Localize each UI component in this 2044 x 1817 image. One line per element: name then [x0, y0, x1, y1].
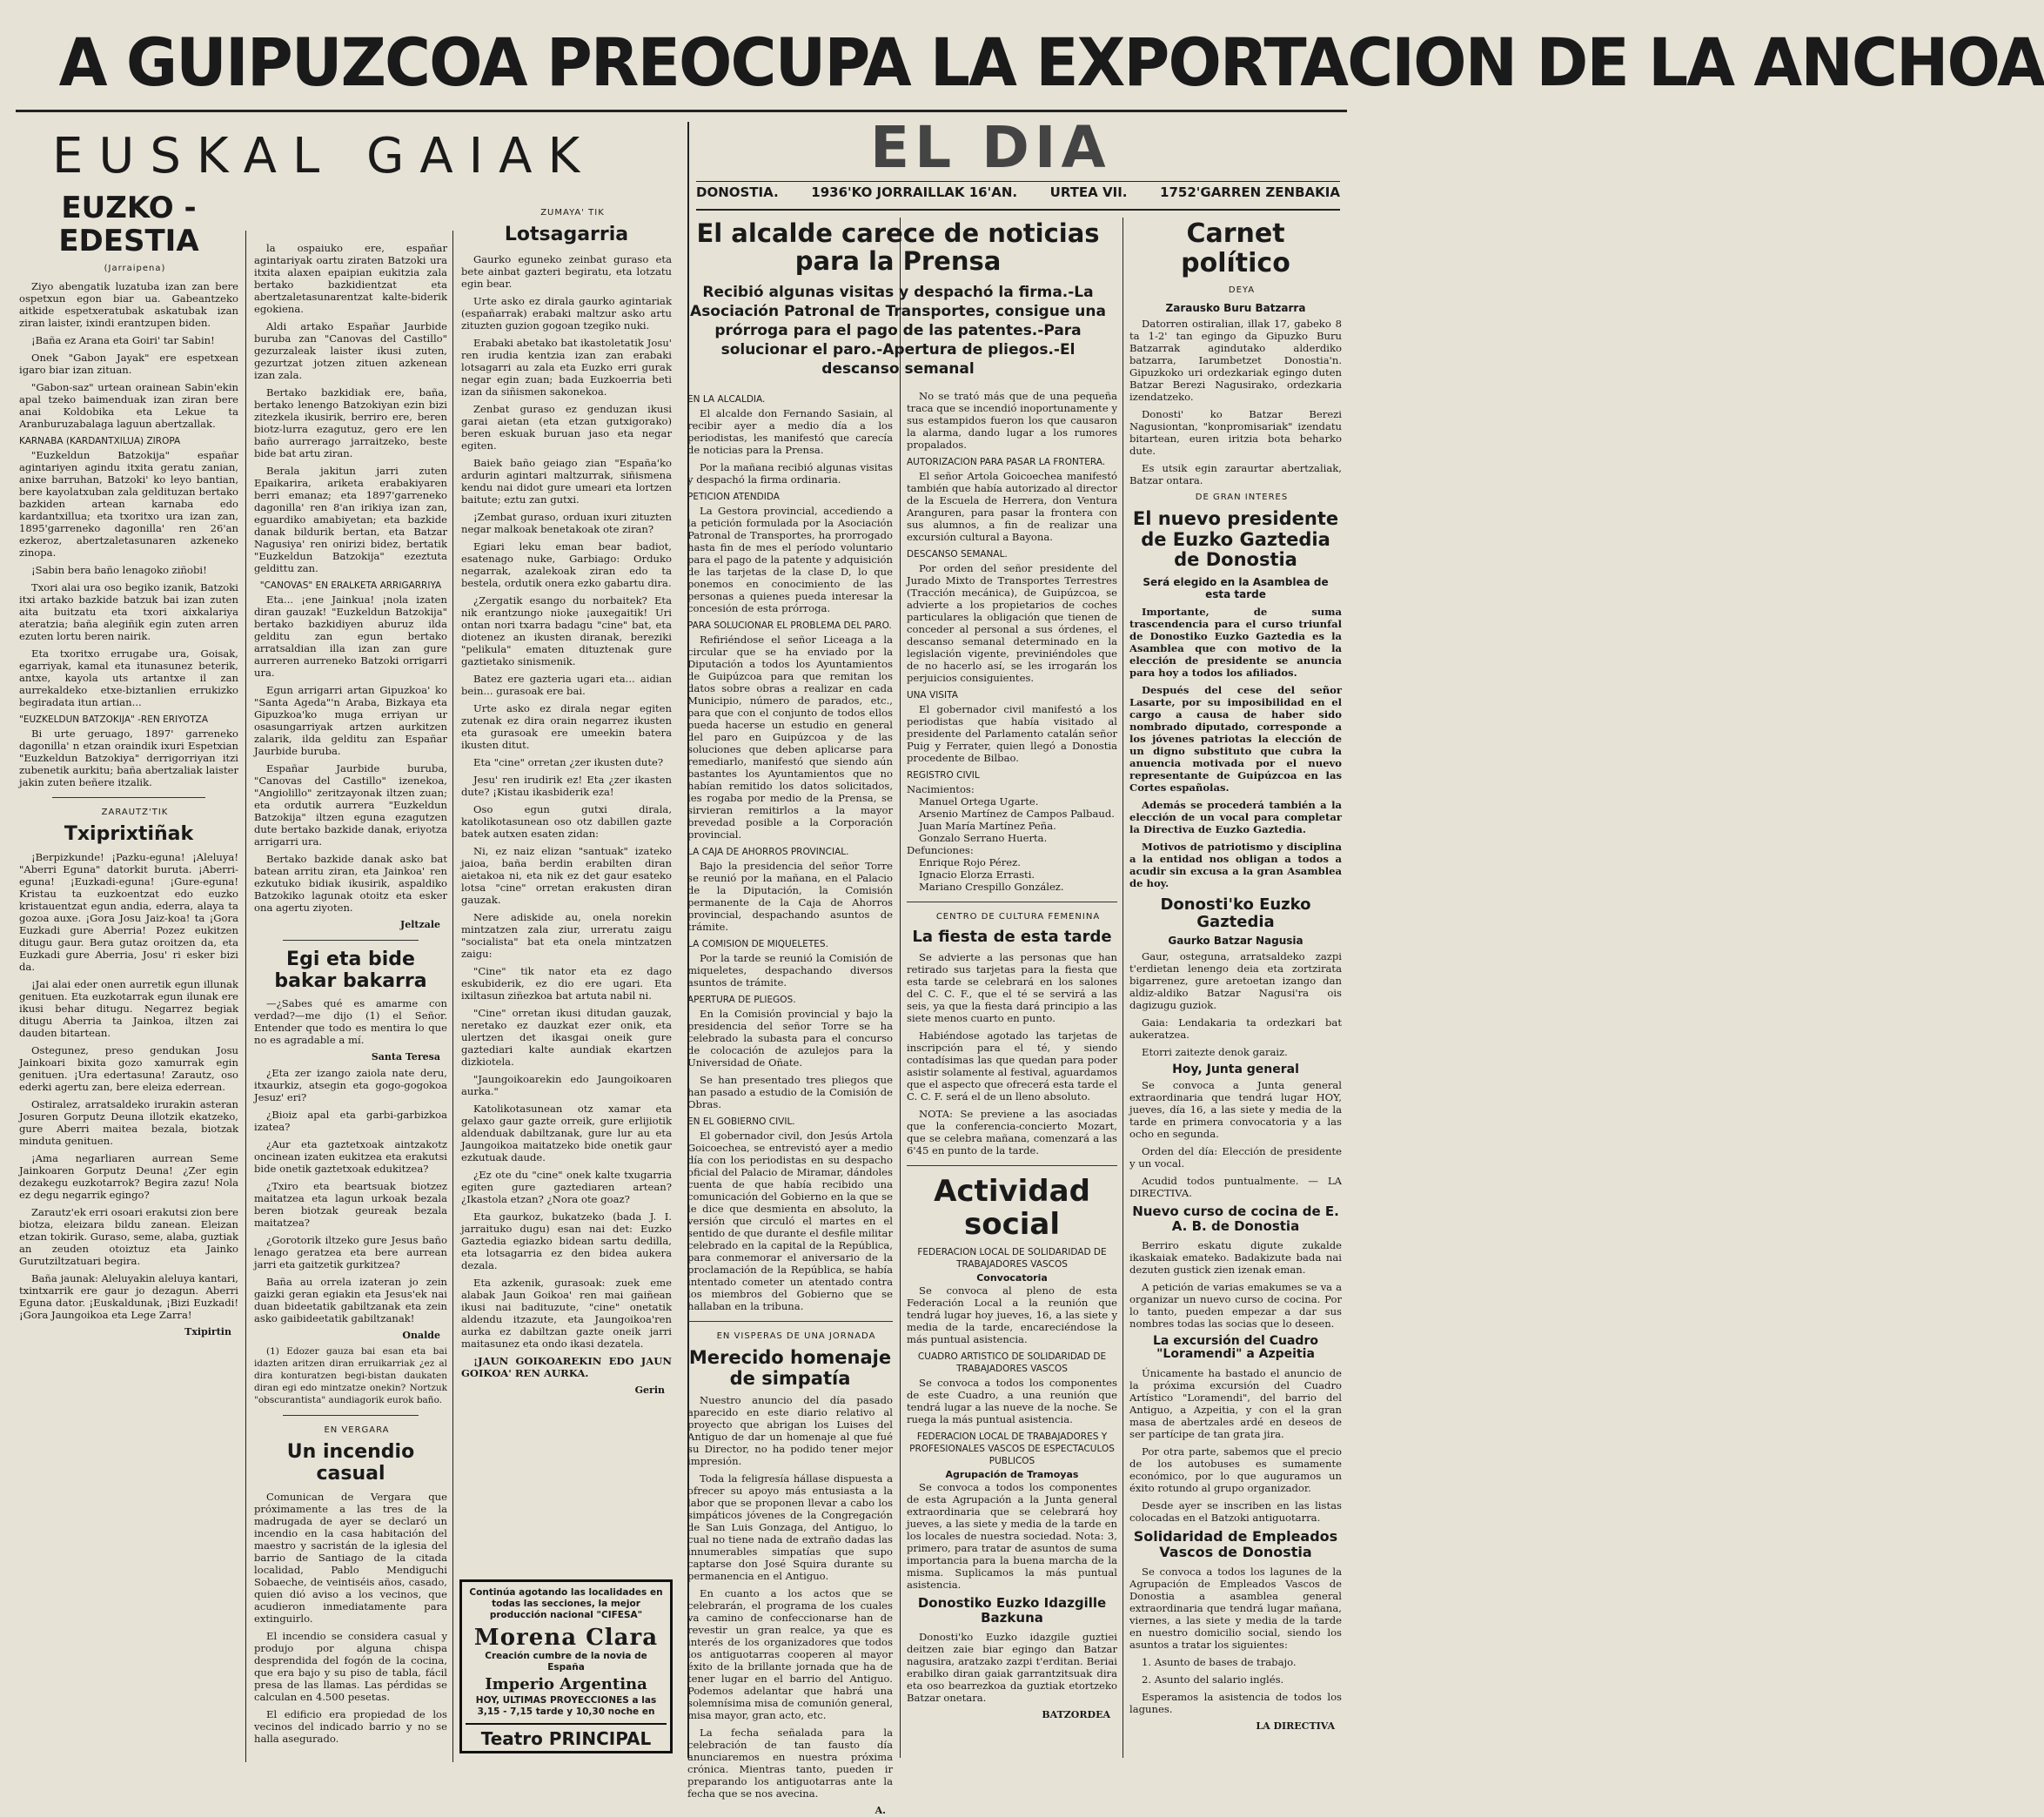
solidaridad-title: Solidaridad de Empleados Vascos de Donostia [1133, 1527, 1338, 1560]
ad-intro: Continúa agotando las localidades en todas las secciones, la mejor producción nacional "CIFESA" [469, 1587, 663, 1620]
paragraph: Por orden del señor presidente del Jurado Mixto de Transportes Terrestres (Tracción mecánica), de Guipúzcoa, se advierte a los propietarios de coches particulares la obligación que tienen de conceder al personal a sus órdenes, el descanso semanal determinado en la legislación vigente, previniéndoles que de no hacerlo así, se les irrogarán los perjuicios consiguientes. [907, 562, 1117, 684]
registry-entry: Mariano Crespillo González. [919, 881, 1064, 893]
paragraph: El gobernador civil manifestó a los periodistas que había visitado al presidente del Parlamento catalán señor Puig y Ferrater, quien llegó a Donostia procedente de Bilbao. [907, 703, 1117, 764]
separator [283, 1415, 418, 1416]
paragraph: Baña au orrela izateran jo zein gaizki geran egiakin eta Jesus'ek nai duan bideetatik gabiltzanak eta zein asko gaibideetatik gabiltzanak! [254, 1276, 447, 1325]
paragraph: Esperamos la asistencia de todos los lagunes. [1129, 1690, 1342, 1715]
paragraph: Por otra parte, sabemos que el precio de los autobuses es sumamente económico, por lo que auguramos un éxito rotundo al grupo organizador. [1129, 1445, 1342, 1494]
paragraph: Txori alai ura oso begiko izanik, Batzoki itxi artako bazkide batzuk bai izan zuten aita buitzatu eta txori aixkalariya ateratzia; baña alegiñik egin zuten arren ezuten lortu beren nairik. [19, 581, 238, 643]
registry-entry: Enrique Rojo Pérez. [919, 856, 1021, 868]
lead-title: El alcalde carece de noticias para la Prensa [696, 218, 1100, 277]
paragraph: No se trató más que de una pequeña traca que se incendió inoportunamente y sus estampidos fueron los que causaron la alarma, dando lugar a los rumores propalados. [907, 390, 1117, 451]
paragraph: Después del cese del señor Lasarte, por su imposibilidad en el cargo a causa de haber sido nombrado diputado, corresponde a los jóvenes patriotas la elección de un digno substituto que cubra la anuencia motivada por el nuevo representante de Guipúzcoa en las Cortes españolas. [1129, 683, 1342, 794]
paragraph: ¿Bioiz apal eta garbi-garbizkoa izatea? [254, 1109, 447, 1134]
ad-star: Imperio Argentina [485, 1675, 647, 1693]
signature: BATZORDEA [1042, 1708, 1110, 1720]
paragraph: Zarautz'ek erri osoari erakutsi zion bere biotza, eleizara bildu zanean. Eleizan etzan tokirik. Guraso, seme, alaba, guztiak an zeuden otoiztuz eta Jainko Gurutziltzatuari begira. [19, 1205, 238, 1267]
excursion-title: La excursión del Cuadro "Loramendi" a Azpeitia [1153, 1333, 1318, 1362]
incendio-kicker: EN VERGARA [324, 1425, 390, 1436]
paragraph: "Jaungoikoarekin edo Jaungoikoaren aurka." [461, 1072, 672, 1097]
column-2 [254, 242, 447, 1765]
col-rule-1 [245, 231, 246, 1762]
paragraph: El incendio se considera casual y produjo por alguna chispa desprendida del fogón de la cocina, que era bajo y su piso de tabla, fácil presa de las llamas. Las pérdidas se calculan en 4.500 pesetas. [254, 1629, 447, 1703]
masthead-euskal-gaiak: EUSKAL GAIAK [52, 128, 596, 184]
morena-clara-ad [459, 1579, 673, 1753]
paragraph: ¿Zergatik esango du norbaitek? Eta nik erantzungo nioke ¡auxegaitik! Uri ontan nori txarra badagu "cine" bat, eta diotenez an ikusten diranak, bereziki "pelikula" ematen dituztenak gure gaztietako sinismenik. [461, 593, 672, 667]
section-heading: UNA VISITA [907, 690, 958, 701]
dateline-year: URTEA VII. [1049, 184, 1128, 200]
paragraph: Orden del día: Elección de presidente y un vocal. [1129, 1145, 1342, 1170]
paragraph: Egun arrigarri artan Gipuzkoa' ko "Santa Ageda"'n Araba, Bizkaya eta Gipuzkoa'ko muga erriyan ur osasungarriyak artzen aurkitzen zalarik, ilda gelditu zan Españar Jaurbide buruba. [254, 684, 447, 757]
paragraph: En la Comisión provincial y bajo la presidencia del señor Torre se ha celebrado la subasta para el concurso de colocación de azulejos para la Universidad de Oñate. [687, 1008, 893, 1069]
paragraph: Se advierte a las personas que han retirado sus tarjetas para la fiesta que esta tarde se celebrará en los salones del C. C. F., que el té se servirá a las seis, ya que la fiesta dará principio a las siete menos cuarto en punto. [907, 951, 1117, 1025]
section-heading: APERTURA DE PLIEGOS. [687, 995, 796, 1005]
paragraph: Además se procederá también a la elección de un vocal para completar la Directiva de Euzko Gaztedia. [1129, 798, 1342, 835]
paragraph: Erabaki abetako bat ikastoletatik Josu' ren irudia kentzia izan zan erabaki lotsagarri au zala eta Euzko erri gurak negar egin zuan; bada Euzkoerria beti izan da siñismen sakonekoa. [461, 336, 672, 398]
carnet-politico-title: Carnet político [1181, 218, 1290, 278]
paragraph: El alcalde don Fernando Sasiain, al recibir ayer a medio día a los periodistas, les manifestó que carecía de noticias para la Prensa. [687, 407, 893, 456]
section-heading: "CANOVAS" EN ERALKETA ARRIGARRIYA [259, 580, 442, 591]
paragraph: Bi urte geruago, 1897' garreneko dagonilla' n etzan oraindik ixuri Espetxian "Euzkeldun Batzokiya" derrigorriyan itzi zubenetik aurkitu; baña abertzaliak laister jakin zuten beñere itzalik. [19, 727, 238, 789]
paragraph: Se han presentado tres pliegos que han pasado a estudio de la Comisión de Obras. [687, 1074, 893, 1110]
paragraph: Se convoca a todos los componentes de esta Agrupación a la Junta general extraordinaria que se celebrará hoy jueves, a las siete y media de la tarde en los locales de nuestra sociedad. Nota: 3, primero, para tratar de asuntos de suma importancia para la buena marcha de la misma. Suplicamos la más puntual asistencia. [907, 1481, 1117, 1592]
paragraph: ¡Ama negarliaren aurrean Seme Jainkoaren Gorputz Deuna! ¿Zer egin dezakegu euzkotarrok? Begira zazu! Nola ez degu negarrik egingo? [19, 1151, 238, 1201]
paragraph: 1. Asunto de bases de trabajo. [1142, 1655, 1297, 1668]
signature: A. [875, 1805, 886, 1817]
paragraph: Donosti'ko Euzko idazgile guztiei deitzen zaie biar egingo dan Batzar nagusira, aratzako zazpi t'erditan. Beriai erabilko diran gaiak garrantzitsuak dira eta oso bearrezkoa da guztiak etortzeko Batzar onetara. [907, 1630, 1117, 1704]
txiprixtinak-title: Txiprixtiñak [64, 823, 194, 846]
registry-label: Defunciones: [907, 844, 974, 856]
quote-signature: Santa Teresa [371, 1051, 440, 1063]
section-heading: EN LA ALCALDIA. [687, 394, 766, 405]
paragraph: ¡Jai alai eder onen aurretik egun illunak genituen. Eta euzkotarrak egun ilunak ere ikusi behar ditugu. Negarrez begiak ditugu Aberria ta Jainkoa, iltzen zai dauden bitartean. [19, 977, 238, 1039]
paragraph: NOTA: Se previene a las asociadas que la conferencia-concierto Mozart, que se celebra mañana, comenzará a las 6'45 en punto de la tarde. [907, 1108, 1117, 1157]
section-heading: DESCANSO SEMANAL. [907, 549, 1008, 560]
egi-eta-bide-title: Egi eta bide bakar bakarra [274, 949, 427, 992]
section-heading: AUTORIZACION PARA PASAR LA FRONTERA. [907, 457, 1106, 467]
junta-general-subtitle: Hoy, Junta general [1172, 1063, 1299, 1077]
paragraph: Berriro eskatu digute zukalde ikaskaiak emateko. Badakizute bada nai dezuten gustick zien izenak eman. [1129, 1238, 1342, 1276]
paragraph: Comunican de Vergara que próximamente a las tres de la madrugada de ayer se declaró un incendio en la casa habitación del maestro y sacristán de la iglesia del barrio de Santiago de la citada localidad, Pablo Mendiguchi Sobaeche, de veintiséis años, casado, quien dió aviso a los vecinos, que acudieron inmediatamente para extinguirlo. [254, 1490, 447, 1625]
paragraph: ¿Gorotorik iltzeko gure Jesus baño lenago geratzea eta bere aurrean jarri eta gaitzetik gurkitzea? [254, 1234, 447, 1271]
section-heading: REGISTRO CIVIL [907, 770, 980, 781]
section-subheading: Agrupación de Tramoyas [945, 1469, 1079, 1481]
col-rule-2 [452, 231, 453, 1762]
section-heading: FEDERACION LOCAL DE TRABAJADORES Y PROFESIONALES VASCOS DE ESPECTACULOS PUBLICOS [909, 1431, 1115, 1467]
paragraph: Nuestro anuncio del día pasado aparecido en este diario relativo al proyecto que abrigan los Luises del Antiguo de dar un homenaje al que fué su Director, no ha podido tener mejor impresión. [687, 1394, 893, 1468]
column-1 [19, 191, 238, 1767]
column-4-body [687, 390, 893, 1817]
paragraph: "Cine" tik nator eta ez dago eskubiderik, ez dio ere ugari. Eta ixiltasun ziñezkoa bat artuta nabil ni. [461, 964, 672, 1002]
paragraph: Eta azkenik, gurasoak: zuek eme alabak Jaun Goikoa' ren mai gaiñean ikusi nai badituzute, "cine" onetatik aldendu itzazute, eta Jaungoikoa'ren aurka ez dabiltzan gazte oneik jarri maitasunez eta ondo ikasi dezatela. [461, 1276, 672, 1350]
section-heading: LA CAJA DE AHORROS PROVINCIAL. [687, 847, 849, 857]
paragraph: Españar Jaurbide buruba, "Canovas del Castillo" izenekoa, "Angiolillo" zeritzayonak iltzen zuan; eta ordutik aurrera "Euzkeldun Batzokija" iltzen eguna ezagutzen dute bertako bazkide danak, eriyotza arrigarri ura. [254, 762, 447, 848]
paragraph: ¡Berpizkunde! ¡Pazku-eguna! ¡Aleluya! "Aberri Eguna" datorkit buruta. ¡Aberri-eguna! ¡Euzkadi-eguna! ¡Gure-eguna! Kristau ta euzkoentzat edo euzko kristauentzat egun andia, ederra, alaya ta gozoa auxe. ¡Gora Josu Jaiz-koa! ta ¡Gora Euzkadi gure Aberria! Pozez eukitzen ditugu gaur. Bera gutaz oroitzen da, eta Euzkadi gure Aberria, Josu' ri esker bizi da. [19, 850, 238, 973]
homenaje-title: Merecido homenaje de simpatía [688, 1347, 892, 1389]
paragraph: Desde ayer se inscriben en las listas colocadas en el Batzoki antiguotarra. [1129, 1499, 1342, 1524]
ad-theatre: Teatro PRINCIPAL [466, 1723, 667, 1749]
paragraph: La Gestora provincial, accediendo a la petición formulada por la Asociación Patronal de Transportes, ha prorrogado hasta fin de mes el período voluntario para el pago de la patente y adquisición de las tarjetas de la clase D, lo que ponemos en conocimiento de las personas a quienes pueda interesar la concesión de esta prórroga. [687, 505, 893, 614]
separator [907, 1165, 1117, 1166]
paragraph: ¡JAUN GOIKOAREKIN EDO JAUN GOIKOA' REN AURKA. [461, 1354, 672, 1379]
paragraph: la ospaiuko ere, españar agintariyak oartu ziraten Batzoki ura itxita alaxen epaipian eukitzia zala bertako bazkidientzat eta abertzaletasunarentzat kalte-biderik egokiena. [254, 242, 447, 315]
paragraph: Por la mañana recibió algunas visitas y despachó la firma ordinaria. [687, 461, 893, 486]
dateline-issue: 1752'GARREN ZENBAKIA [1160, 184, 1340, 200]
paragraph: El señor Artola Goicoechea manifestó también que había autorizado al director de la Escuela de Herrera, don Ventura Aranguren, para pasar la frontera con sus alumnos, a fin de realizar una excursión cultural a Bayona. [907, 470, 1117, 543]
txiprixtinak-kicker: ZARAUTZ'TIK [101, 808, 169, 818]
section-heading: FEDERACION LOCAL DE SOLIDARIDAD DE TRABAJADORES VASCOS [917, 1247, 1107, 1271]
lotsagarria-title: Lotsagarria [504, 224, 629, 245]
section-heading: LA COMISION DE MIQUELETES. [687, 939, 828, 949]
paragraph: Ni, ez naiz elizan "santuak" izateko jaioa, baña berdin erabilten diran aietakoa ni, eta nik ez det gaur esateko lotsa "cine" orretan erakusten diran gauzak. [461, 844, 672, 906]
paragraph: Ziyo abengatik luzatuba izan zan bere ospetxun egon biar ua. Gabeantzeko aitkide espetxeratubak askatubak izan ziran laister, ixindi erantzupen biden. [19, 280, 238, 330]
paragraph: Es utsik egin zaraurtar abertzaliak, Batzar ontara. [1129, 462, 1342, 487]
paragraph: Se convoca a todos los lagunes de la Agrupación de Empleados Vascos de Donostia a asamblea general extraordinaria que tendrá lugar mañana, viernes, a las siete y media de la tarde en nuestro domicilio social, siendo los asuntos a tratar los siguientes: [1129, 1565, 1342, 1651]
paragraph: Se convoca a Junta general extraordinaria que tendrá lugar HOY, jueves, día 16, a las siete y media de la tarde en primera convocatoria y a las ocho en segunda. [1129, 1079, 1342, 1141]
zarausko-subtitle: Zarausko Buru Batzarra [1165, 302, 1306, 315]
column-5 [907, 390, 1117, 1760]
footnote: (1) Edozer gauza bai esan eta bai idazten aritzen diran erruikarriak ¿ez al dira konturatzen begi-bistan daukaten diran egi edo mintzatze onekin? Nortzuk "obscurantista" aundiagorik eurok baño. [254, 1346, 447, 1406]
gran-interes-kicker: DE GRAN INTERES [1195, 493, 1289, 503]
section-heading: PARA SOLUCIONAR EL PROBLEMA DEL PARO. [687, 620, 892, 631]
registry-entry: Gonzalo Serrano Huerta. [919, 832, 1048, 844]
actividad-social-title: Actividad social [934, 1174, 1090, 1243]
paragraph: Acudid todos puntualmente. — LA DIRECTIVA. [1129, 1175, 1342, 1200]
deya-kicker: DEYA [1228, 285, 1256, 296]
separator [283, 940, 418, 941]
signature: LA DIRECTIVA [1256, 1720, 1335, 1732]
paragraph: Urte asko ez dirala negar egiten zutenak ez dira orain negarrez ikusten eta gurasoak ere umeekin batera ikusten ditut. [461, 701, 672, 751]
paragraph: Onek "Gabon Jayak" ere espetxean igaro biar izan zituan. [19, 352, 238, 377]
lead-story-head [680, 219, 1116, 393]
paragraph: Gaur, osteguna, arratsaldeko zazpi t'erdietan lenengo deia eta zortzirata bigarrenez, gure aretoetan izango dan aldiz-aldiko Batzar Nagusi'ra ois dagizugu guziok. [1129, 950, 1342, 1012]
col-rule-4 [900, 218, 901, 1758]
paragraph: ¡Baña ez Arana eta Goiri' tar Sabin! [31, 334, 215, 347]
paragraph: Oso egun gutxi dirala, katolikotasunean oso otz dabillen gazte batek autxen esaten zidan: [461, 802, 672, 840]
homenaje-kicker: EN VISPERAS DE UNA JORNADA [716, 1331, 876, 1341]
paragraph: Únicamente ha bastado el anuncio de la próxima excursión del Cuadro Artístico "Loramendi", del barrio del Antiguo, a Azpeitia, y con el la gran masa de abertzales ardé en deseos de ser partícipe de tan grata jira. [1129, 1366, 1342, 1440]
paragraph: Datorren ostiralian, illak 17, gabeko 8 ta 1-2' tan egingo da Gipuzko Buru Batzarrak agindutako alderdiko batzarra, Iarumbetzet Donostia'n. Gipuzkoko uri ordezkariak egingo duten Batzar Berezi Nagusirako, ordezkaria izendatzeko. [1129, 318, 1342, 404]
paragraph: ¡Sabin bera baño lenagoko ziñobi! [31, 564, 207, 577]
paragraph: ¿Aur eta gaztetxoak aintzakotz oncinean izaten eukitzea eta erakutsi bide onetik gaztetxoak edukitzea? [254, 1138, 447, 1176]
registry-entry: Ignacio Elorza Errasti. [919, 868, 1035, 881]
paragraph: 2. Asunto del salario inglés. [1142, 1673, 1284, 1686]
signature: Txipirtin [184, 1325, 231, 1338]
paragraph: Berala jakitun jarri zuten Epaikarira, ariketa erabakiyaren berri emanaz; eta 1897'garreneko dagonilla' ren 8'an irikiya izan zan, eguardiko amabiyetan; eta bazkide danak bildurik bertan, eta Batzar Nagusiya' ren onirizi bidez, bertatik "Euzkeldun Batzokija" ezeztuta geldittu zan. [254, 465, 447, 574]
paragraph: A petición de varias emakumes se va a organizar un nuevo curso de cocina. Por lo tanto, pueden empezar a dar sus nombres todas las socias que lo deseen. [1129, 1280, 1342, 1330]
signature: Jeltzale [399, 919, 440, 930]
paragraph: "Euzkeldun Batzokija" españar agintariyen agindu itxita geratu zanian, anixe barruhan, Batzoki' ko leyo bantian, bere kayolatxuban zala geldituzan bertako bazkiden artean karnaba edo kardantxillua; eta txoritxo ura izan zan, 1895'garreneko dagonilla' ren 26'an ezkeroz, abertzaletasunaren azkeneko zinopa. [19, 449, 238, 560]
dateline-rule-bottom [696, 209, 1340, 211]
paragraph: Se convoca al pleno de esta Federación Local a la reunión que tendrá lugar hoy jueves, 16, a las siete y media de la tarde, encareciéndose la más puntual asistencia. [907, 1284, 1117, 1346]
banner-rule [16, 110, 1347, 112]
paragraph: Batez ere gazteria ugari eta... aidian bein... gurasoak ere bai. [461, 672, 672, 697]
paragraph: La fecha señalada para la celebración de tan fausto día anunciaremos en nuestra próxima crónica. Mientras tanto, pueden ir preparando los antiguotarras ante la fecha que se nos avecina. [687, 1726, 893, 1800]
paragraph: Nere adiskide au, onela norekin mintzatzen zala ziur, urreratu zaigu "socialista" bat eta onela mintzatzen zaigu: [461, 910, 672, 960]
paragraph: "Gabon-saz" urtean orainean Sabin'ekin apal tzeko baimenduak izan ziran bere anai Koldobika eta Lekue ta Aranburuzabalaga laguun abertzallak. [19, 381, 238, 431]
registry-entry: Manuel Ortega Ugarte. [919, 795, 1039, 808]
euzko-gaztedia-title: Donosti'ko Euzko Gaztedia [1160, 895, 1311, 931]
signature: Onalde [402, 1330, 440, 1342]
paragraph: ¿Eta zer izango zaiola nate deru, itxaurkiz, atsegin eta gogo-gogokoa Jesuz' eri? [254, 1067, 447, 1104]
paragraph: Eta txoritxo errugabe ura, Goisak, egarriyak, kamal eta itunasunez beterik, antxe, kayola uts artantxe il zan aurrekaldeko etxe-biztanlien errukizko begiradata itun artian... [19, 647, 238, 709]
paragraph: Egiari leku eman bear badiot, esatenago nuke, Garbiago: Orduko negarrak, azalekoak ziran edo ta bestela, ordutik onera ezko gabartu dira. [461, 540, 672, 589]
separator [52, 797, 205, 798]
banner-headline: A GUIPUZCOA PREOCUPA LA EXPORTACION DE LA ANCHOA [58, 23, 2044, 101]
signature: Gerin [634, 1384, 665, 1396]
column-3 [461, 207, 672, 1573]
registry-label: Nacimientos: [907, 783, 975, 795]
paragraph: Etorri zaitezte denok garaiz. [1142, 1046, 1288, 1059]
paragraph: Aldi artako Españar Jaurbide buruba zan "Canovas del Castillo" gezurzaleak laister ikusi zuten, gezurtzat jotzen zituen azkenean izan zala. [254, 320, 447, 381]
dateline-date: 1936'KO JORRAILLAK 16'AN. [811, 184, 1018, 200]
paragraph: Importante, de suma trascendencia para el curso triunfal de Donostiko Euzko Gaztedia es la Asamblea que con motivo de la elección de presidente se anuncia para hoy a todos los afiliados. [1129, 605, 1342, 679]
column-6 [1129, 219, 1342, 1764]
nuevo-presidente-deck: Será elegido en la Asamblea de esta tarde [1143, 575, 1329, 600]
dateline-city: DONOSTIA. [696, 184, 779, 200]
ad-film-title: Morena Clara [473, 1625, 659, 1651]
paragraph: ¡Zembat guraso, orduan ixuri zituzten negar malkoak benetakoak ote ziran? [461, 510, 672, 535]
dateline-rule-top [696, 181, 1340, 182]
curso-cocina-title: Nuevo curso de cocina de E. A. B. de Donostia [1132, 1204, 1339, 1234]
paragraph: Katolikotasunean otz xamar eta gelaxo gaur gazte orreik, gure erlijiotik aldenduak dabiltzanak, gure lur au eta Jaungoikoa maitatzeko bide onetik gaur ezkutuak daude. [461, 1102, 672, 1163]
paragraph: Jesu' ren irudirik ez! Eta ¿zer ikasten dute? ¡Kistau ikasbiderik eza! [461, 773, 672, 798]
section-subheading: Convocatoria [976, 1272, 1048, 1284]
registry-entry: Juan María Martínez Peña. [919, 820, 1056, 832]
section-heading: PETICION ATENDIDA [687, 492, 780, 502]
paragraph: Ostegunez, preso gendukan Josu Jainkoari bixita gozo xamurrak egin genituen. ¡Ura edertasuna! Zarautz, oso ederki agertu zan, bere eleiza ederrean. [19, 1043, 238, 1093]
paragraph: Se convoca a todos los componentes de este Cuadro, a una reunión que tendrá lugar a las nueve de la noche. Se ruega la más puntual asistencia. [907, 1377, 1117, 1426]
euzko-edestia-kicker: (Jarraipena) [104, 264, 166, 274]
paragraph: Toda la feligresía hállase dispuesta a ofrecer su apoyo más entusiasta a la labor que se proponen llevar a cabo los simpáticos jóvenes de la Congregación de San Luis Gonzaga, del Antiguo, lo cual no tiene nada de extraño dadas las innumerables simpatías que supo captarse don José Squira durante su permanencia en el Antiguo. [687, 1472, 893, 1583]
fiesta-kicker: CENTRO DE CULTURA FEMENINA [935, 912, 1101, 922]
paragraph: Gaia: Lendakaria ta ordezkari bat aukeratzea. [1129, 1016, 1342, 1042]
paragraph: Ostiralez, arratsaldeko irurakin asteran Josuren Gorputz Deuna illotzik ekatzeko, gure Aberri maitea bezala, biotzak minduta genituen. [19, 1097, 238, 1147]
paragraph: El edificio era propiedad de los vecinos del indicado barrio y no se halla asegurado. [254, 1707, 447, 1745]
paragraph: Motivos de patriotismo y disciplina a la entidad nos obligan a todos a acudir sin excusa a la gran Asamblea de hoy. [1129, 840, 1342, 889]
paragraph: Eta gaurkoz, bukatzeko (bada J. I. jarraituko dugu) esan nai det: Euzko Gaztedia egiazko bidean sartu dedilla, eta lotsagarria ez den bidea aukera dezala. [461, 1210, 672, 1271]
paragraph: En cuanto a los actos que se celebrarán, el programa de los cuales va camino de confeccionarse han de revestir un gran realce, ya que es interés de los organizadores que todos los antiguotarras cooperen al mayor éxito de la brillante jornada que ha de tener lugar en el barrio del Antiguo. Podemos adelantar que habrá una solemnísima misa de comunión general, misa mayor, gran acto, etc. [687, 1587, 893, 1722]
paragraph: Eta "cine" orretan ¿zer ikusten dute? [473, 755, 664, 768]
paragraph: Habiéndose agotado las tarjetas de inscripción para el té, y siendo contadísimas las que quedan para poder asistir solamente al festival, aguardamos que el aspecto que ofrecerá esta tarde el C. C. F. será el de un lleno absoluto. [907, 1029, 1117, 1103]
paragraph: Bertako bazkide danak asko bat batean arritu ziran, eta Jainkoa' ren ezkutuko bidiak ikusirik, aspaldiko Batzokiko lagunak otoitz eta esker ona agertu ziyoten. [254, 853, 447, 914]
paragraph: Bertako bazkidiak ere, baña, bertako lenengo Batzokiyan ezin bizi zitezkela ikusirik, berriro ere, beren biotz-lurra ezagutuz, gero ere len baño aurrerago jarraitzeko, beste bide bat artu ziran. [254, 386, 447, 459]
registry-entry: Arsenio Martínez de Campos Palbaud. [919, 808, 1115, 820]
ad-subtitle: Creación cumbre de la novia de España [485, 1651, 647, 1673]
paragraph: Gaurko eguneko zeinbat guraso eta bete ainbat gazteri begiratu, eta lotzatu egin bear. [461, 252, 672, 290]
paragraph: Baña jaunak: Aleluyakin aleluya kantari, txintxarrik ere gaur jo dezagun. Aberri Eguna dator. ¡Euskaldunak, ¡Bizi Euzkadi! ¡Gora Jaungoikoa eta Lege Zarra! [19, 1271, 238, 1321]
paragraph: Zenbat guraso ez genduzan ikusi garai aietan (eta etzan gutxigorako) beren eskuak buruan jaso eta negar egiten. [461, 402, 672, 452]
paragraph: Urte asko ez dirala gaurko agintariak (españarrak) erabaki maltzur asko artu zituzten guzion gogoan tzegiko nuki. [461, 294, 672, 332]
section-heading: "EUZKELDUN BATZOKIJA" -REN ERIYOTZA [19, 714, 209, 726]
paragraph: Por la tarde se reunió la Comisión de miqueletes, despachando diversos asuntos de trámite. [687, 952, 893, 989]
paragraph: Donosti' ko Batzar Berezi Nagusiontan, "konpromisariak" izendatu bitartean, euren iritzia bota beharko dute. [1129, 408, 1342, 458]
masthead-el-dia: EL DIA [870, 114, 1111, 181]
batzar-nagusia-subtitle: Gaurko Batzar Nagusia [1168, 935, 1303, 948]
dateline [696, 184, 1340, 207]
ad-times: HOY, ULTIMAS PROYECCIONES a las 3,15 - 7,15 tarde y 10,30 noche en [475, 1695, 657, 1717]
incendio-title: Un incendio casual [286, 1441, 415, 1485]
lead-deck: Recibió algunas visitas y despachó la firma.-La Asociación Patronal de Transportes, consigue una prórroga para el pago de las patentes.-Para solucionar el paro.-Apertura de pliegos.-El descanso semanal [690, 283, 1106, 378]
quote: —¿Sabes qué es amarme con verdad?—me dijo (1) el Señor. Entender que todo es mentira lo que no es agradable a mí. [254, 997, 447, 1047]
paragraph: ¿Ez ote du "cine" onek kalte txugarria egiten gure gaztediaren artean? ¿Ikastola etzan? ¿Nora ote goaz? [461, 1168, 672, 1205]
separator [687, 1321, 893, 1322]
fiesta-title: La fiesta de esta tarde [912, 928, 1112, 946]
paragraph: Eta... ¡ene Jainkua! ¡nola izaten diran gauzak! "Euzkeldun Batzokija" bertako bazkidiyen aburuz ilda gelditu zan egun bertako arratsaldian illa izan zan gure aurreren aurreneko Batzoki orrigarri ura. [254, 593, 447, 679]
paragraph: Bajo la presidencia del señor Torre se reunió por la mañana, en el Palacio de la Diputación, la Comisión permanente de la Caja de Ahorros provincial, despachando asuntos de trámite. [687, 860, 893, 933]
euzko-edestia-title: EUZKO - EDESTIA [58, 191, 199, 259]
idazgille-title: Donostiko Euzko Idazgille Bazkuna [917, 1595, 1107, 1626]
paragraph: Refiriéndose el señor Liceaga a la circular que se ha enviado por la Diputación a todos los Ayuntamientos de Guipúzcoa para que remitan los datos sobre obras a realizar en cada Municipio, número de parados, etc., para que con el conjunto de todos ellos pueda hacerse un estudio en general del paro en Guipúzcoa y de las soluciones que deben aplicarse para remediarlo, manifestó que siendo aún bastantes los Ayuntamientos que no habían remitido los datos solicitados, les rogaba por medio de la Prensa, se sirvieran remitirlos a la mayor brevedad posible a la Corporación provincial. [687, 634, 893, 841]
section-heading: KARNABA (KARDANTXILUA) ZIROPA [19, 436, 181, 447]
paragraph: Baiek baño geiago zian "España'ko ardurin agintari maltzurrak, siñismena kendu nai didot gure umeari eta lortzen baitute; eztu zan gutxi. [461, 456, 672, 506]
section-heading: CUADRO ARTISTICO DE SOLIDARIDAD DE TRABAJADORES VASCOS [917, 1351, 1107, 1375]
section-heading: EN EL GOBIERNO CIVIL. [687, 1116, 795, 1127]
paragraph: "Cine" orretan ikusi ditudan gauzak, neretako ez dauzkat ezer onik, eta ulertzen det ikasgai oneik gure gaztediari kalte aundiak ekartzen dizkiotela. [461, 1006, 672, 1068]
paragraph: ¿Txiro eta beartsuak biotzez maitatzea eta lagun urkoak bezala beren biotzak geureak bezala maitatzea? [254, 1180, 447, 1230]
nuevo-presidente-title: El nuevo presidente de Euzko Gaztedia de Donostia [1132, 508, 1339, 571]
paragraph: El gobernador civil, don Jesús Artola Goicoechea, se entrevistó ayer a medio día con los periodistas en su despacho oficial del Palacio de Miramar, dándoles cuenta de que había recibido una comunicación del Gobierno en la que se le dice que desmienta en absoluto, la versión que circuló el martes en el sentido de que durante el desfile militar celebrado en la capital de la República, para conmemorar el aniversario de la proclamación de la República, se había intentado cometer un atentado contra los miembros del Gobierno que se hallaban en la tribuna. [687, 1130, 893, 1312]
lotsagarria-kicker: ZUMAYA' TIK [540, 208, 605, 218]
